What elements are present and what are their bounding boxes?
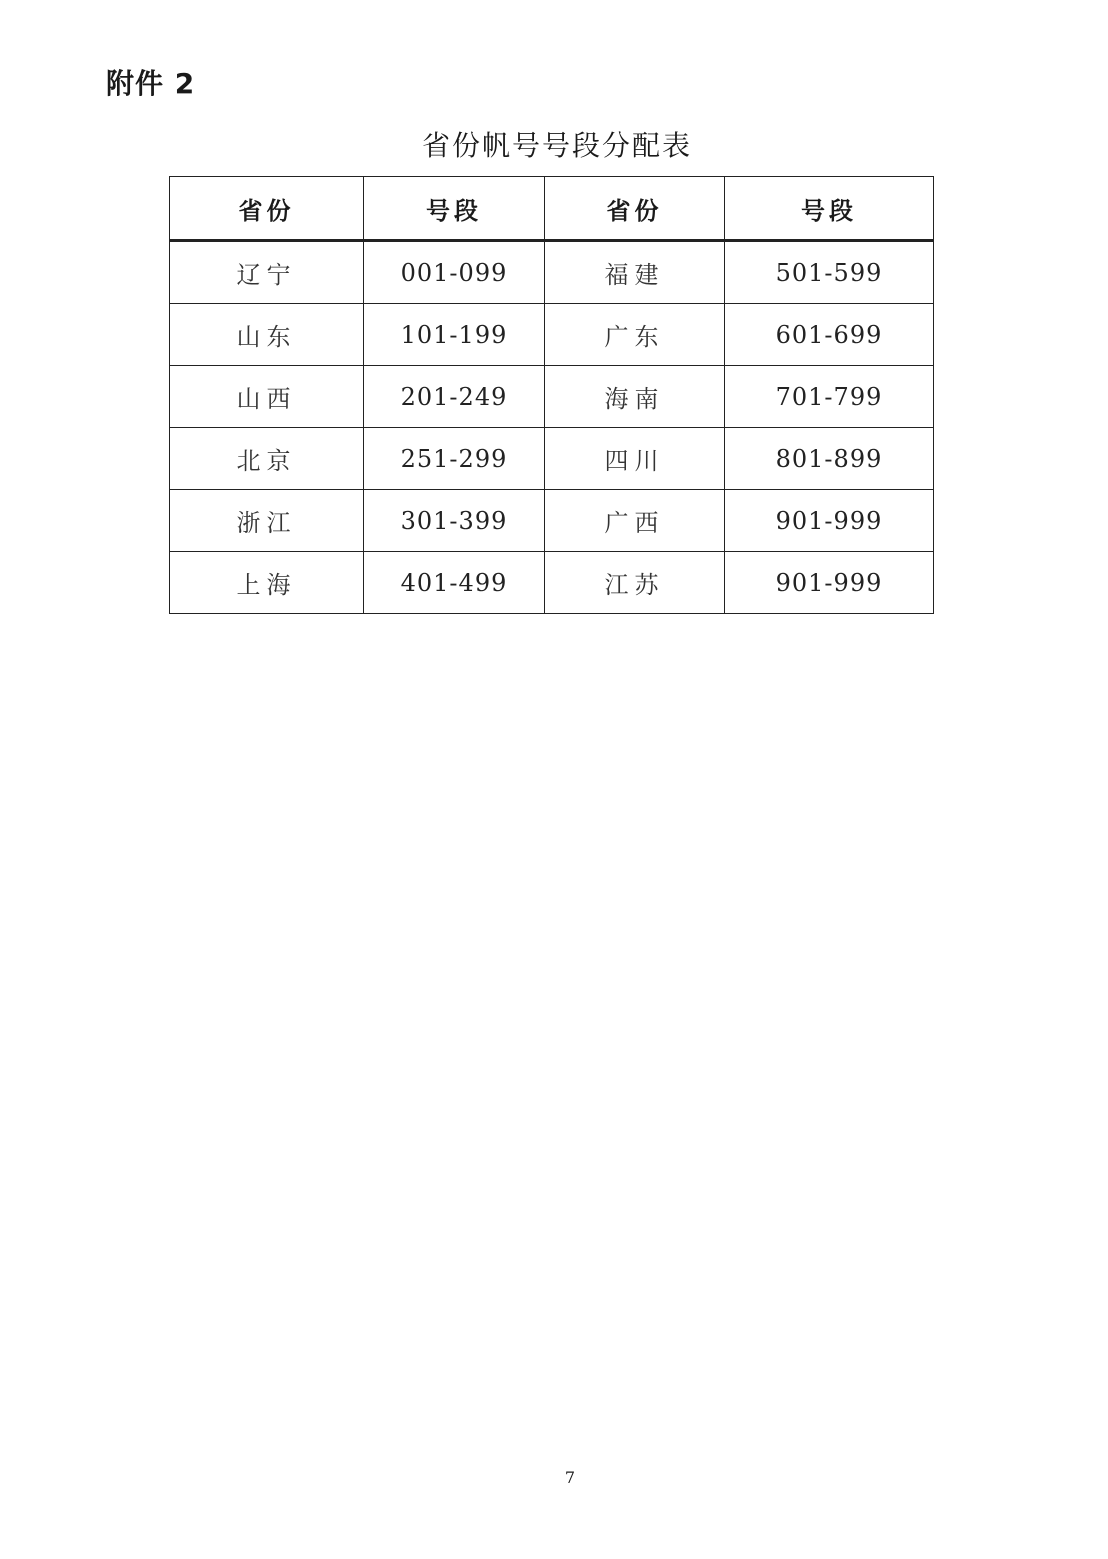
province-cell: 海南: [545, 366, 725, 428]
range-cell: 501-599: [725, 241, 934, 304]
table-row: [170, 366, 934, 428]
range-cell: 401-499: [364, 552, 545, 614]
province-cell: 福建: [545, 241, 725, 304]
table-header-row: [170, 177, 934, 241]
range-cell: 301-399: [364, 490, 545, 552]
range-cell: 201-249: [364, 366, 545, 428]
range-cell: 101-199: [364, 304, 545, 366]
header-range: 号段: [364, 177, 545, 241]
province-cell: 上海: [170, 552, 364, 614]
province-cell: 广西: [545, 490, 725, 552]
province-cell: 辽宁: [170, 241, 364, 304]
header-province: 省份: [170, 177, 364, 241]
table-row: [170, 552, 934, 614]
range-cell: 901-999: [725, 490, 934, 552]
province-cell: 广东: [545, 304, 725, 366]
table-row: [170, 428, 934, 490]
province-cell: 北京: [170, 428, 364, 490]
province-cell: 江苏: [545, 552, 725, 614]
page-number: 7: [564, 1468, 576, 1487]
range-cell: 701-799: [725, 366, 934, 428]
table-row: [170, 304, 934, 366]
range-cell: 801-899: [725, 428, 934, 490]
range-cell: 901-999: [725, 552, 934, 614]
province-cell: 四川: [545, 428, 725, 490]
province-cell: 浙江: [170, 490, 364, 552]
table-row: [170, 490, 934, 552]
province-cell: 山西: [170, 366, 364, 428]
header-province: 省份: [545, 177, 725, 241]
attachment-label: 附件 2: [106, 67, 196, 100]
allocation-table: [169, 176, 934, 614]
header-range: 号段: [725, 177, 934, 241]
table-row: [170, 241, 934, 304]
range-cell: 251-299: [364, 428, 545, 490]
range-cell: 001-099: [364, 241, 545, 304]
range-cell: 601-699: [725, 304, 934, 366]
document-title: 省份帆号号段分配表: [421, 129, 692, 162]
province-cell: 山东: [170, 304, 364, 366]
